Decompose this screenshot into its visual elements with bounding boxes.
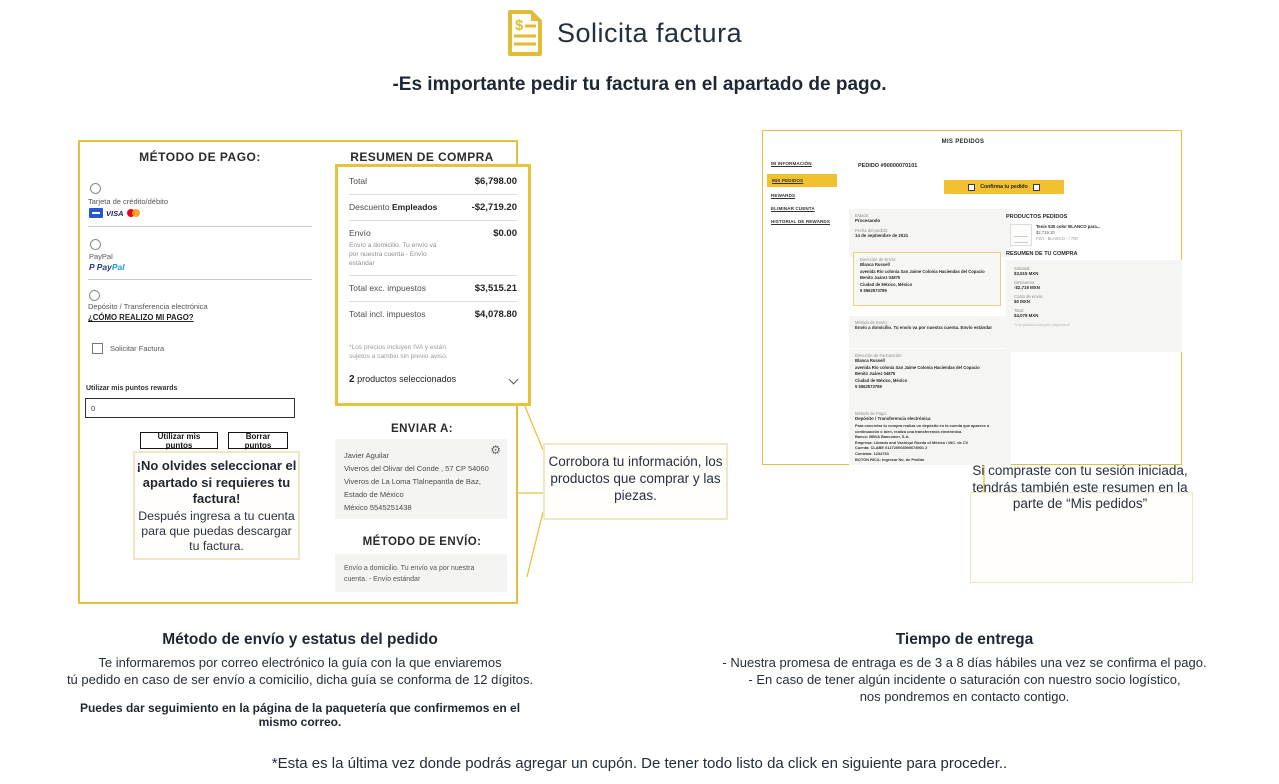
order-summary-value: -$2,719 MXN [1014, 285, 1040, 290]
ship-to-line: Javier Aguilar [344, 451, 390, 460]
order-summary-value: $0 MXN [1014, 299, 1030, 304]
orders-title: MIS PEDIDOS [941, 139, 985, 145]
verify-note-text: Corrobora tu información, los productos que comprar y las piezas. [548, 454, 723, 503]
sidebar-item-mi-informacion[interactable]: MI INFORMACIÓN [771, 161, 812, 166]
rewards-label: Utilizar mis puntos rewards [86, 385, 178, 392]
card-option-label: Tarjeta de crédito/débito [88, 197, 169, 206]
order-shipping-method-label: Método de Envío: [855, 320, 888, 325]
delivery-time-section [712, 631, 1217, 705]
address-line: Benito Juárez 04875 [855, 371, 896, 376]
invoice-reminder-note [133, 451, 300, 560]
sidebar-item-eliminar-cuenta[interactable]: ELIMINAR CUENTA [771, 206, 815, 211]
session-note-text: Si compraste con tu sesión iniciada, tendrás también este resumen en la parte de “Mis pedidos” [972, 463, 1188, 511]
document-icon [968, 184, 975, 191]
use-points-button[interactable]: Utilizar mis puntos [140, 432, 218, 449]
date-value: 14 de septiembre de 2021 [855, 233, 909, 238]
invoice-reminder-bold: ¡No olvides seleccionar el apartado si requieres tu factura! [136, 458, 297, 506]
sidebar-item-historial-rewards[interactable]: HISTORIAL DE REWARDS [771, 219, 831, 224]
invoice-checkbox[interactable] [92, 343, 103, 354]
billing-address-box [849, 349, 1011, 407]
summary-title: RESUMEN DE COMPRA [350, 150, 494, 164]
order-payment-type: Depósito / Transferencia electrónica [855, 416, 931, 421]
order-summary-label: Total: [1014, 308, 1025, 313]
product-info [1036, 224, 1100, 241]
ship-to-box [335, 439, 507, 519]
order-payment-box [849, 407, 1011, 465]
product-variant: PZA - BLANCO - / 700 [1036, 236, 1078, 241]
order-summary-box [1006, 260, 1182, 352]
invoice-icon [505, 9, 545, 62]
summary-box [335, 164, 531, 406]
checkout-screenshot [78, 140, 518, 604]
shipping-method-box [335, 554, 507, 592]
summary-row-value: $3,515.21 [474, 283, 517, 294]
clear-points-button[interactable]: Borrar puntos [228, 432, 288, 449]
shipping-status-title: Método de envío y estatus del pedido [162, 631, 438, 648]
products-ordered-title: PRODUCTOS PEDIDOS [1006, 214, 1068, 220]
delivery-time-title: Tiempo de entrega [895, 631, 1034, 648]
order-summary-value: $4,078 MXN [1014, 313, 1039, 318]
summary-disclaimer: *Los precios incluyen IVA y están sujetos a cambio sin previo aviso. [349, 344, 448, 360]
sidebar-item-mis-pedidos[interactable]: MIS PEDIDOS [767, 174, 837, 187]
address-line: avenida Río colonia San Jaime Colonia Haciendas del Copacio [855, 364, 980, 370]
shipping-method-text: Envío a domicilio. Tu envío va por nuestra cuenta. - Envío estándar [344, 565, 475, 583]
address-line: Blanca Russell [860, 262, 890, 267]
amex-icon [89, 208, 103, 218]
shipping-status-section [60, 631, 540, 729]
how-to-pay-link[interactable]: ¿CÓMO REALIZO MI PAGO? [88, 313, 194, 322]
delivery-time-line1: - Nuestra promesa de entraga es de 3 a 8 días hábiles una vez se confirma el pago. [722, 655, 1207, 670]
product-price: $2,719.10 [1036, 230, 1055, 235]
status-label: Estado: [855, 213, 870, 218]
summary-row-value: -$2,719.20 [471, 202, 517, 213]
address-line: Benito Juárez 04875 [860, 275, 901, 280]
order-number: PEDIDO #90000070101 [858, 163, 918, 169]
divider [88, 279, 312, 280]
products-toggle[interactable]: 2 productos seleccionados [349, 374, 517, 385]
deposit-radio[interactable] [89, 290, 100, 301]
shipping-method-title: MÉTODO DE ENVÍO: [362, 536, 482, 548]
order-summary-label: Costo de envío: [1014, 294, 1044, 299]
shipping-note: Envío a domicilio. Tu envío va por nuestra cuenta - Envío estándar [349, 242, 437, 267]
invoice-checkbox-label: Solicitar Factura [110, 344, 165, 353]
address-line: 5 5562573789 [855, 384, 882, 389]
page-subtitle: -Es importante pedir tu factura en el apartado de pago. [392, 74, 887, 95]
summary-row [349, 195, 517, 221]
svg-text:$: $ [515, 17, 524, 34]
address-line: avenida Río colonia San Jaime Colonia Haciendas del Copacio [860, 268, 985, 274]
shipping-status-line3: Puedes dar seguimiento en la página de la paquetería que confirmemos en el mismo correo. [79, 701, 521, 729]
ship-to-line: Viveros de La Loma Tlalnepantla de Baz, [344, 477, 481, 486]
payment-line: Para concretar tu compra realiza un depósito en la cuenta que aparece a continuación o bien, realiza una transferencia electrónica. [855, 423, 990, 434]
payment-title: MÉTODO DE PAGO: [139, 150, 261, 164]
shipping-status-line1: Te informaremos por correo electrónico la guía con la que enviaremos [98, 655, 502, 670]
orders-screenshot [762, 130, 1182, 465]
page-title: Solicita factura [557, 18, 743, 48]
verify-note [543, 443, 728, 520]
chevron-down-icon[interactable] [509, 375, 519, 385]
paypal-option-label: PayPal [89, 252, 113, 261]
billing-address-label: Dirección de Facturación: [855, 353, 903, 358]
card-brand-icons [89, 208, 141, 218]
summary-row-value: $4,078.80 [474, 309, 517, 320]
status-value: Procesando [855, 218, 881, 223]
summary-row-label: Total incl. impuestos [349, 309, 426, 319]
summary-row [349, 276, 517, 302]
footer-note: *Esta es la última vez donde podrás agregar un cupón. De tener todo listo da click en siguiente para proceder.. [271, 755, 1008, 772]
ship-to-title: ENVIAR A: [391, 423, 453, 435]
rewards-points-input[interactable] [85, 398, 295, 418]
order-summary-label: Descuento: [1014, 280, 1036, 285]
delivery-time-line3: nos pondremos en contacto contigo. [859, 689, 1070, 704]
ship-to-line: Viveros del Olivar del Conde , 57 CP 54060 [344, 464, 489, 473]
summary-row-value: $6,798.00 [474, 176, 517, 187]
shipping-address-label: Dirección de Envío: [860, 257, 897, 262]
shipping-status-line2: tú pedido en caso de ser envío a comicilio, dicha guía se conforma de 12 dígitos. [66, 672, 534, 687]
order-summary-label: Subtotal: [1014, 266, 1031, 271]
order-shipping-method-box [849, 316, 1011, 348]
gear-icon[interactable]: ⚙ [490, 443, 501, 457]
invoice-checkbox-row [92, 343, 164, 354]
order-summary-note: *Los precios incluyen impuestos [1014, 322, 1070, 327]
payment-line: Cuenta: CLABE 012720004590678901 2 [855, 445, 928, 451]
payment-line: Empresa: Librado and Vachiqui Rueda of México / INC. de CV [855, 439, 969, 445]
order-summary-value: $3,515 MXN [1014, 271, 1039, 276]
address-line: Ciudad de México, México [860, 281, 913, 287]
summary-row-label: Envío [349, 228, 371, 238]
summary-row-label: Descuento Empleados [349, 202, 438, 212]
confirm-order-button[interactable] [944, 180, 1064, 194]
card-radio[interactable] [90, 183, 101, 194]
mastercard-icon [127, 208, 141, 218]
delivery-time-line2: - En caso de tener algún incidente o saturación con nuestro socio logístico, [748, 672, 1181, 687]
order-status-box [849, 209, 1011, 257]
order-shipping-method-text: Envío a domicilio. Tu envío va por nuestra cuenta. Envío estándar [855, 325, 993, 330]
address-line: Ciudad de México, México [855, 377, 908, 383]
payment-line: Contrato: 1234733 [855, 450, 889, 456]
date-label: Fecha del pedido: [855, 228, 889, 233]
address-line: 5 5562573789 [860, 288, 887, 293]
paypal-icon: P PayPal [89, 262, 125, 272]
product-name: Tenis 530 color BLANCO para... [1036, 224, 1101, 229]
ship-to-line: México 5545251438 [344, 503, 412, 512]
ship-to-line: Estado de México [344, 490, 404, 499]
deposit-option-label: Depósito / Transferencia electrónica [88, 302, 208, 311]
address-line: Blanca Russell [855, 358, 885, 363]
summary-row [349, 221, 517, 276]
paypal-radio[interactable] [90, 239, 101, 250]
summary-row-label: Total exc. impuestos [349, 283, 427, 293]
confirm-order-label: Confirma tu pedido [980, 184, 1028, 190]
summary-row [349, 169, 517, 195]
divider [88, 226, 312, 227]
summary-row-value: $0.00 [493, 228, 517, 239]
summary-row-label: Total [349, 176, 367, 186]
visa-icon: VISA [106, 208, 124, 218]
order-summary-title: RESUMEN DE TU COMPRA [1006, 251, 1078, 257]
product-thumbnail [1010, 224, 1032, 246]
payment-line: Banco: BBVA Bancomer, S.A. [855, 434, 910, 440]
sidebar-item-rewards[interactable]: REWARDS [771, 193, 796, 198]
invoice-reminder-text: Después ingresa a tu cuenta para que puedas descargar tu factura. [138, 508, 295, 553]
order-payment-label: Método de Pago: [855, 411, 887, 416]
shipping-address-box [853, 252, 1001, 306]
cart-icon [1033, 184, 1040, 191]
payment-line: BOTÓN RICA: Ingresar No. de Pedido [855, 456, 925, 462]
summary-row [349, 302, 517, 327]
